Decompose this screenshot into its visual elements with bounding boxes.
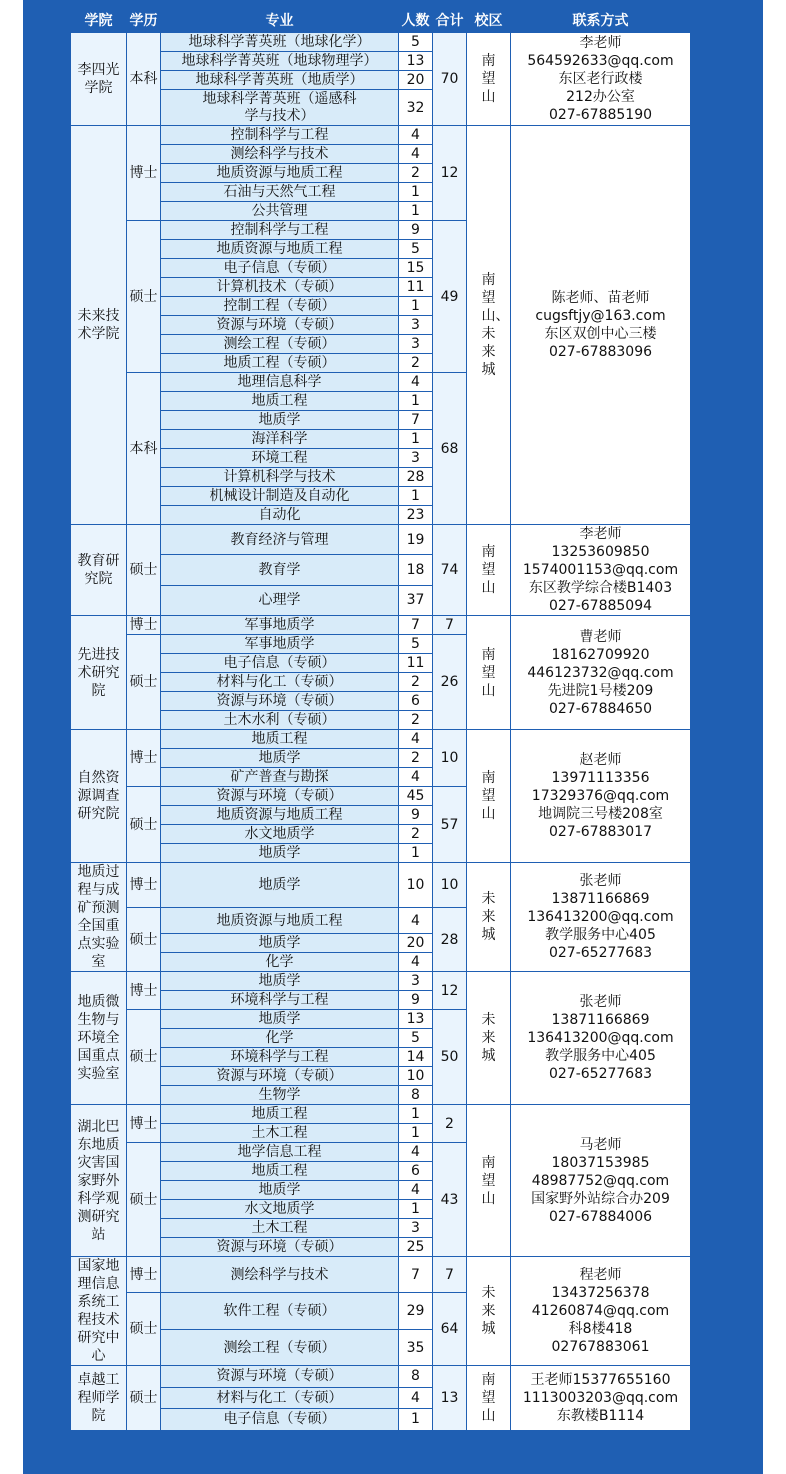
major-cell: 资源与环境（专硕） bbox=[161, 692, 399, 711]
count-cell: 1 bbox=[399, 1409, 433, 1431]
count-cell: 35 bbox=[399, 1330, 433, 1366]
contact-line: 13871166869 bbox=[551, 1012, 650, 1028]
contact-line: 212办公室 bbox=[566, 89, 635, 105]
count-cell: 4 bbox=[399, 126, 433, 145]
campus-cell bbox=[467, 525, 511, 616]
contact-line: 48987752@qq.com bbox=[531, 1172, 670, 1189]
contact-cell bbox=[511, 1105, 691, 1257]
major-cell: 教育经济与管理 bbox=[161, 525, 399, 555]
institute-name: 先进技术研究院 bbox=[77, 646, 120, 699]
major-cell: 地质资源与地质工程 bbox=[161, 164, 399, 183]
contact-cell bbox=[511, 972, 691, 1105]
institute-cell bbox=[71, 33, 127, 126]
degree-cell: 博士 bbox=[127, 1257, 161, 1293]
campus-cell bbox=[467, 33, 511, 126]
contact-line: 教学服务中心405 bbox=[545, 927, 656, 943]
contact-cell bbox=[511, 525, 691, 616]
count-cell: 1 bbox=[399, 430, 433, 449]
major-cell: 环境科学与工程 bbox=[161, 1048, 399, 1067]
major-cell: 生物学 bbox=[161, 1086, 399, 1105]
institute-name: 地质过程与成矿预测全国重点实验室 bbox=[77, 864, 120, 970]
contact-cell bbox=[511, 616, 691, 730]
contact-line: 13437256378 bbox=[551, 1285, 650, 1301]
count-cell: 4 bbox=[399, 953, 433, 972]
count-cell: 2 bbox=[399, 164, 433, 183]
major-cell: 地质学 bbox=[161, 1181, 399, 1200]
degree-cell: 硕士 bbox=[127, 1366, 161, 1431]
count-cell: 6 bbox=[399, 692, 433, 711]
total-cell: 43 bbox=[433, 1143, 467, 1257]
count-cell: 4 bbox=[399, 908, 433, 934]
major-cell: 软件工程（专硕） bbox=[161, 1293, 399, 1330]
count-cell: 20 bbox=[399, 934, 433, 953]
table-row bbox=[71, 1105, 691, 1124]
major-cell: 地质学 bbox=[161, 844, 399, 863]
total-cell: 68 bbox=[433, 373, 467, 525]
contact-cell bbox=[511, 1366, 691, 1431]
count-cell: 10 bbox=[399, 863, 433, 908]
institute-cell bbox=[71, 616, 127, 730]
major-cell: 地质资源与地质工程 bbox=[161, 240, 399, 259]
count-cell: 9 bbox=[399, 806, 433, 825]
count-cell: 9 bbox=[399, 991, 433, 1010]
table-row bbox=[71, 126, 691, 145]
major-cell: 电子信息（专硕） bbox=[161, 259, 399, 278]
major-cell: 自动化 bbox=[161, 506, 399, 525]
major-cell: 教育学 bbox=[161, 555, 399, 585]
table-row bbox=[71, 1366, 691, 1388]
major-cell: 计算机科学与技术 bbox=[161, 468, 399, 487]
count-cell: 8 bbox=[399, 1086, 433, 1105]
campus-cell bbox=[467, 1366, 511, 1431]
campus-cell bbox=[467, 1257, 511, 1366]
institute-cell bbox=[71, 1257, 127, 1366]
major-cell: 地质资源与地质工程 bbox=[161, 806, 399, 825]
contact-line: 赵老师 bbox=[579, 752, 622, 768]
major-cell: 地质工程 bbox=[161, 392, 399, 411]
major-cell: 材料与化工（专硕） bbox=[161, 673, 399, 692]
major-cell: 机械设计制造及自动化 bbox=[161, 487, 399, 506]
count-cell: 4 bbox=[399, 1387, 433, 1409]
campus-cell bbox=[467, 972, 511, 1105]
major-cell: 测绘工程（专硕） bbox=[161, 335, 399, 354]
major-cell: 化学 bbox=[161, 1029, 399, 1048]
contact-line: 曹老师 bbox=[579, 628, 622, 645]
total-cell: 10 bbox=[433, 863, 467, 908]
major-cell: 矿产普查与勘探 bbox=[161, 768, 399, 787]
major-cell: 环境工程 bbox=[161, 449, 399, 468]
degree-cell: 硕士 bbox=[127, 525, 161, 616]
count-cell: 3 bbox=[399, 335, 433, 354]
contact-cell bbox=[511, 730, 691, 863]
campus-name: 南望山 bbox=[481, 1154, 496, 1207]
count-cell: 5 bbox=[399, 33, 433, 52]
count-cell: 2 bbox=[399, 825, 433, 844]
total-cell: 12 bbox=[433, 972, 467, 1010]
count-cell: 3 bbox=[399, 316, 433, 335]
table-row bbox=[71, 730, 691, 749]
count-cell: 2 bbox=[399, 749, 433, 768]
header-cell: 校区 bbox=[467, 10, 511, 33]
major-cell: 电子信息（专硕） bbox=[161, 1409, 399, 1431]
total-cell: 12 bbox=[433, 126, 467, 221]
degree-cell: 硕士 bbox=[127, 908, 161, 972]
major-cell: 地球科学菁英班（地球物理学） bbox=[161, 52, 399, 71]
major-cell: 材料与化工（专硕） bbox=[161, 1387, 399, 1409]
count-cell: 10 bbox=[399, 1067, 433, 1086]
contact-line: 13253609850 bbox=[551, 544, 650, 560]
count-cell: 2 bbox=[399, 354, 433, 373]
total-cell: 26 bbox=[433, 635, 467, 730]
count-cell: 4 bbox=[399, 1143, 433, 1162]
count-cell: 11 bbox=[399, 654, 433, 673]
count-cell: 5 bbox=[399, 1029, 433, 1048]
major-cell: 水文地质学 bbox=[161, 1200, 399, 1219]
major-cell: 军事地质学 bbox=[161, 635, 399, 654]
contact-cell bbox=[511, 863, 691, 972]
major-cell: 地质学 bbox=[161, 934, 399, 953]
major-cell: 化学 bbox=[161, 953, 399, 972]
contact-line: 东区老行政楼 bbox=[558, 71, 643, 87]
header-cell: 专业 bbox=[161, 10, 399, 33]
campus-name: 南望山 bbox=[481, 53, 496, 105]
degree-cell: 博士 bbox=[127, 616, 161, 635]
major-cell: 控制科学与工程 bbox=[161, 221, 399, 240]
contact-line: 564592633@qq.com bbox=[527, 53, 674, 69]
contact-line: 李老师 bbox=[579, 35, 622, 51]
count-cell: 5 bbox=[399, 240, 433, 259]
contact-line: 13971113356 bbox=[551, 770, 650, 786]
contact-line: 02767883061 bbox=[551, 1339, 650, 1355]
contact-line: 027-67884650 bbox=[548, 700, 653, 717]
count-cell: 6 bbox=[399, 1162, 433, 1181]
contact-line: 18162709920 bbox=[551, 646, 650, 663]
count-cell: 18 bbox=[399, 555, 433, 585]
major-cell: 测绘科学与技术 bbox=[161, 1257, 399, 1293]
contact-line: 东教楼B1114 bbox=[556, 1407, 645, 1424]
contact-line: 027-67883096 bbox=[548, 344, 653, 360]
count-cell: 29 bbox=[399, 1293, 433, 1330]
count-cell: 11 bbox=[399, 278, 433, 297]
header-cell: 学历 bbox=[127, 10, 161, 33]
contact-line: 先进院1号楼209 bbox=[547, 682, 654, 699]
major-cell: 资源与环境（专硕） bbox=[161, 1366, 399, 1388]
count-cell: 1 bbox=[399, 1200, 433, 1219]
contact-line: 教学服务中心405 bbox=[545, 1048, 656, 1064]
contact-line: 东区双创中心三楼 bbox=[544, 326, 657, 342]
campus-name: 南望山 bbox=[481, 1371, 496, 1424]
major-cell: 地理信息科学 bbox=[161, 373, 399, 392]
campus-cell bbox=[467, 126, 511, 525]
contact-line: 027-67883017 bbox=[548, 824, 653, 840]
count-cell: 5 bbox=[399, 635, 433, 654]
major-cell: 测绘工程（专硕） bbox=[161, 1330, 399, 1366]
count-cell: 4 bbox=[399, 768, 433, 787]
degree-cell: 硕士 bbox=[127, 1143, 161, 1257]
contact-line: 17329376@qq.com bbox=[531, 788, 670, 804]
campus-name: 南望山 bbox=[481, 544, 496, 596]
major-cell: 资源与环境（专硕） bbox=[161, 1238, 399, 1257]
major-cell: 资源与环境（专硕） bbox=[161, 1067, 399, 1086]
degree-cell: 硕士 bbox=[127, 787, 161, 863]
contact-line: 东区教学综合楼B1403 bbox=[528, 580, 673, 596]
contact-cell bbox=[511, 1257, 691, 1366]
institute-cell bbox=[71, 525, 127, 616]
enrollment-table bbox=[70, 9, 691, 1431]
degree-cell: 本科 bbox=[127, 373, 161, 525]
degree-cell: 博士 bbox=[127, 972, 161, 1010]
contact-line: 科8楼418 bbox=[568, 1321, 633, 1337]
table-row bbox=[71, 616, 691, 635]
count-cell: 1 bbox=[399, 844, 433, 863]
institute-name: 未来技术学院 bbox=[77, 308, 120, 342]
count-cell: 13 bbox=[399, 1010, 433, 1029]
header-cell: 合计 bbox=[433, 10, 467, 33]
degree-cell: 博士 bbox=[127, 730, 161, 787]
contact-line: 国家野外站综合办209 bbox=[531, 1190, 670, 1207]
major-cell: 地质工程（专硕） bbox=[161, 354, 399, 373]
count-cell: 1 bbox=[399, 297, 433, 316]
contact-line: 13871166869 bbox=[551, 891, 650, 907]
table-header-row bbox=[71, 10, 691, 33]
table-row bbox=[71, 1257, 691, 1293]
contact-cell bbox=[511, 126, 691, 525]
institute-name: 自然资源调查研究院 bbox=[77, 770, 120, 822]
contact-line: 马老师 bbox=[579, 1136, 622, 1153]
institute-name: 李四光学院 bbox=[77, 62, 120, 96]
degree-cell: 硕士 bbox=[127, 1293, 161, 1366]
campus-name: 南望山 bbox=[481, 770, 496, 822]
institute-name: 卓越工程师学院 bbox=[77, 1371, 120, 1424]
total-cell: 70 bbox=[433, 33, 467, 126]
major-cell: 地球科学菁英班（遥感科学与技术） bbox=[161, 90, 399, 126]
count-cell: 37 bbox=[399, 585, 433, 615]
institute-cell bbox=[71, 1366, 127, 1431]
contact-line: 李老师 bbox=[579, 526, 622, 542]
count-cell: 7 bbox=[399, 411, 433, 430]
major-cell: 海洋科学 bbox=[161, 430, 399, 449]
campus-name: 南望山 bbox=[481, 646, 496, 699]
contact-line: 027-67884006 bbox=[548, 1208, 653, 1225]
institute-name: 国家地理信息系统工程技术研究中心 bbox=[77, 1258, 120, 1364]
major-cell: 公共管理 bbox=[161, 202, 399, 221]
major-cell: 土木工程 bbox=[161, 1219, 399, 1238]
total-cell: 64 bbox=[433, 1293, 467, 1366]
count-cell: 25 bbox=[399, 1238, 433, 1257]
table-row bbox=[71, 863, 691, 908]
count-cell: 45 bbox=[399, 787, 433, 806]
campus-cell bbox=[467, 730, 511, 863]
header-cell: 学院 bbox=[71, 10, 127, 33]
campus-name: 未来城 bbox=[481, 1012, 496, 1064]
total-cell: 7 bbox=[433, 616, 467, 635]
major-cell: 地质资源与地质工程 bbox=[161, 908, 399, 934]
table-row bbox=[71, 972, 691, 991]
count-cell: 8 bbox=[399, 1366, 433, 1388]
major-cell: 地球科学菁英班（地质学） bbox=[161, 71, 399, 90]
total-cell: 13 bbox=[433, 1366, 467, 1431]
count-cell: 2 bbox=[399, 673, 433, 692]
campus-cell bbox=[467, 616, 511, 730]
major-cell: 地质学 bbox=[161, 1010, 399, 1029]
contact-line: 陈老师、苗老师 bbox=[551, 290, 650, 306]
count-cell: 1 bbox=[399, 183, 433, 202]
contact-line: 446123732@qq.com bbox=[527, 664, 674, 681]
total-cell: 10 bbox=[433, 730, 467, 787]
total-cell: 28 bbox=[433, 908, 467, 972]
major-cell: 地学信息工程 bbox=[161, 1143, 399, 1162]
degree-cell: 硕士 bbox=[127, 221, 161, 373]
major-cell: 心理学 bbox=[161, 585, 399, 615]
major-cell: 资源与环境（专硕） bbox=[161, 787, 399, 806]
institute-name: 教育研究院 bbox=[77, 553, 120, 587]
major-cell: 计算机技术（专硕） bbox=[161, 278, 399, 297]
count-cell: 4 bbox=[399, 373, 433, 392]
total-cell: 49 bbox=[433, 221, 467, 373]
count-cell: 1 bbox=[399, 487, 433, 506]
count-cell: 32 bbox=[399, 90, 433, 126]
major-cell: 地质工程 bbox=[161, 1162, 399, 1181]
major-cell: 石油与天然气工程 bbox=[161, 183, 399, 202]
degree-cell: 硕士 bbox=[127, 1010, 161, 1105]
count-cell: 2 bbox=[399, 711, 433, 730]
degree-cell: 本科 bbox=[127, 33, 161, 126]
count-cell: 7 bbox=[399, 616, 433, 635]
total-cell: 50 bbox=[433, 1010, 467, 1105]
institute-cell bbox=[71, 863, 127, 972]
campus-cell bbox=[467, 1105, 511, 1257]
count-cell: 3 bbox=[399, 449, 433, 468]
institute-cell bbox=[71, 730, 127, 863]
count-cell: 4 bbox=[399, 145, 433, 164]
contact-line: 张老师 bbox=[579, 994, 622, 1010]
count-cell: 15 bbox=[399, 259, 433, 278]
degree-cell: 博士 bbox=[127, 126, 161, 221]
major-cell: 地质工程 bbox=[161, 730, 399, 749]
count-cell: 14 bbox=[399, 1048, 433, 1067]
header-cell: 联系方式 bbox=[511, 10, 691, 33]
total-cell: 74 bbox=[433, 525, 467, 616]
major-cell: 控制科学与工程 bbox=[161, 126, 399, 145]
major-cell: 土木工程 bbox=[161, 1124, 399, 1143]
campus-name: 未来城 bbox=[481, 1285, 496, 1337]
count-cell: 13 bbox=[399, 52, 433, 71]
count-cell: 20 bbox=[399, 71, 433, 90]
count-cell: 1 bbox=[399, 392, 433, 411]
count-cell: 3 bbox=[399, 972, 433, 991]
total-cell: 7 bbox=[433, 1257, 467, 1293]
campus-cell bbox=[467, 863, 511, 972]
count-cell: 1 bbox=[399, 1124, 433, 1143]
major-cell: 水文地质学 bbox=[161, 825, 399, 844]
count-cell: 9 bbox=[399, 221, 433, 240]
contact-line: 027-65277683 bbox=[548, 1066, 653, 1082]
major-cell: 资源与环境（专硕） bbox=[161, 316, 399, 335]
contact-line: 41260874@qq.com bbox=[531, 1303, 670, 1319]
institute-name: 湖北巴东地质灾害国家野外科学观测研究站 bbox=[77, 1118, 120, 1243]
total-cell: 57 bbox=[433, 787, 467, 863]
contact-line: 027-65277683 bbox=[548, 945, 653, 961]
contact-line: 王老师15377655160 bbox=[530, 1371, 671, 1388]
header-cell: 人数 bbox=[399, 10, 433, 33]
major-cell: 地质学 bbox=[161, 749, 399, 768]
major-cell: 地质学 bbox=[161, 863, 399, 908]
count-cell: 7 bbox=[399, 1257, 433, 1293]
contact-line: 1113003203@qq.com bbox=[522, 1389, 679, 1406]
major-cell: 地球科学菁英班（地球化学） bbox=[161, 33, 399, 52]
count-cell: 4 bbox=[399, 1181, 433, 1200]
major-cell: 地质工程 bbox=[161, 1105, 399, 1124]
contact-line: 027-67885094 bbox=[548, 598, 653, 614]
degree-cell: 博士 bbox=[127, 863, 161, 908]
major-cell: 电子信息（专硕） bbox=[161, 654, 399, 673]
major-cell: 军事地质学 bbox=[161, 616, 399, 635]
contact-line: 136413200@qq.com bbox=[527, 1030, 674, 1046]
contact-line: 程老师 bbox=[579, 1267, 622, 1283]
degree-cell: 博士 bbox=[127, 1105, 161, 1143]
major-cell: 控制工程（专硕） bbox=[161, 297, 399, 316]
campus-name: 南望山、未来城 bbox=[481, 272, 510, 378]
count-cell: 28 bbox=[399, 468, 433, 487]
contact-cell bbox=[511, 33, 691, 126]
count-cell: 3 bbox=[399, 1219, 433, 1238]
contact-line: 张老师 bbox=[579, 873, 622, 889]
total-cell: 2 bbox=[433, 1105, 467, 1143]
institute-cell bbox=[71, 126, 127, 525]
degree-cell: 硕士 bbox=[127, 635, 161, 730]
contact-line: 027-67885190 bbox=[548, 107, 653, 123]
table-row bbox=[71, 33, 691, 52]
count-cell: 4 bbox=[399, 730, 433, 749]
institute-cell bbox=[71, 1105, 127, 1257]
count-cell: 23 bbox=[399, 506, 433, 525]
count-cell: 19 bbox=[399, 525, 433, 555]
contact-line: cugsftjy@163.com bbox=[535, 308, 666, 324]
major-cell: 土木水利（专硕） bbox=[161, 711, 399, 730]
major-cell: 环境科学与工程 bbox=[161, 991, 399, 1010]
major-cell: 地质学 bbox=[161, 411, 399, 430]
contact-line: 地调院三号楼208室 bbox=[538, 806, 663, 822]
contact-line: 136413200@qq.com bbox=[527, 909, 674, 925]
institute-name: 地质微生物与环境全国重点实验室 bbox=[77, 994, 120, 1082]
contact-line: 18037153985 bbox=[551, 1154, 650, 1171]
count-cell: 1 bbox=[399, 202, 433, 221]
count-cell: 1 bbox=[399, 1105, 433, 1124]
institute-cell bbox=[71, 972, 127, 1105]
major-cell: 测绘科学与技术 bbox=[161, 145, 399, 164]
table-row bbox=[71, 525, 691, 555]
major-cell: 地质学 bbox=[161, 972, 399, 991]
campus-name: 未来城 bbox=[481, 891, 496, 943]
contact-line: 1574001153@qq.com bbox=[522, 562, 679, 578]
